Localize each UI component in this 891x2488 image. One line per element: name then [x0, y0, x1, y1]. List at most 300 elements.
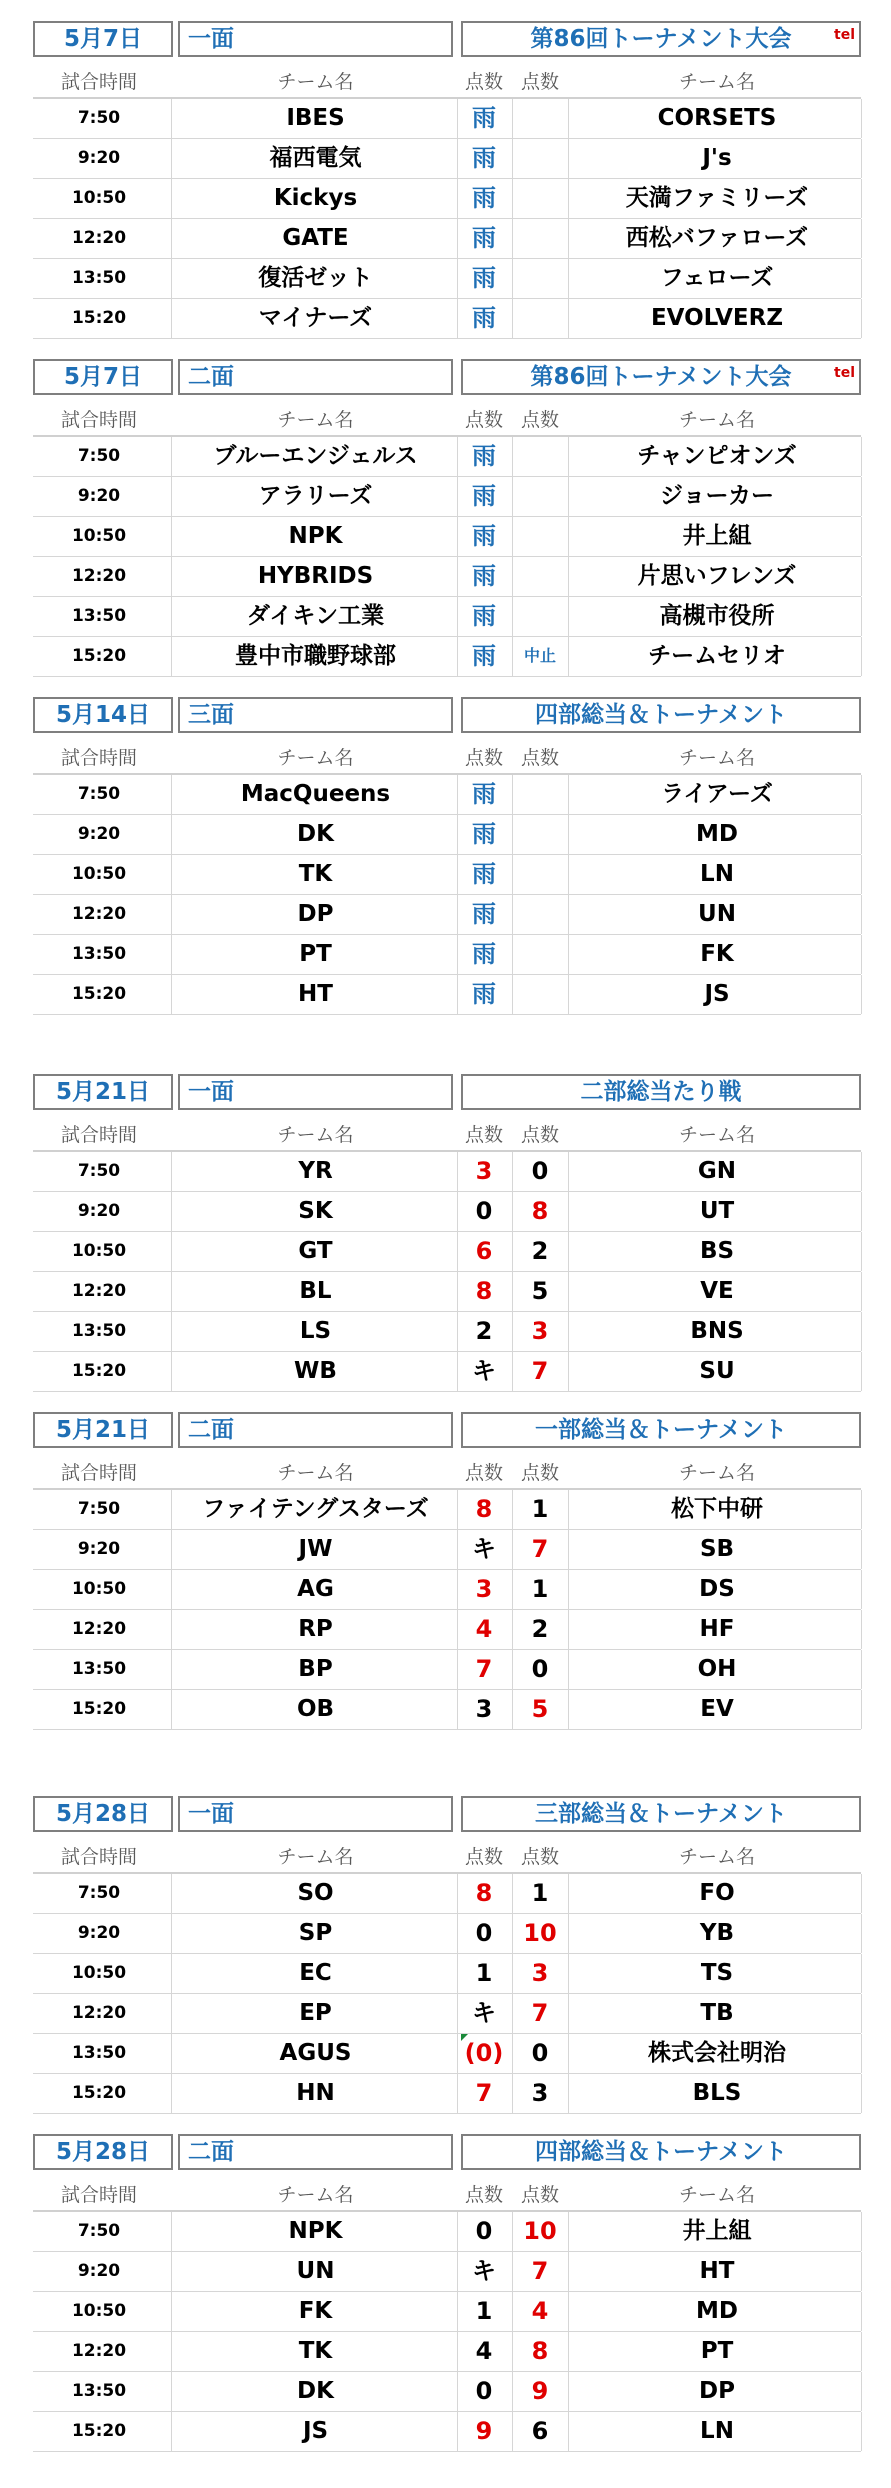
score-away: 5	[531, 1695, 549, 1723]
grid-line	[457, 775, 458, 814]
game-row	[33, 259, 861, 299]
game-row	[33, 299, 861, 339]
game-row	[33, 179, 861, 219]
grid-line	[171, 2074, 172, 2113]
section-title	[461, 697, 861, 733]
grid-line	[457, 2034, 458, 2073]
header-team-home: チーム名	[277, 71, 354, 93]
score-home: 0	[475, 2377, 493, 2405]
team-home: PT	[299, 941, 332, 967]
grid-line	[171, 1874, 172, 1913]
score-home: キ	[472, 1357, 496, 1385]
game-row	[33, 1874, 861, 1914]
grid-line	[457, 935, 458, 974]
column-headers	[33, 1836, 861, 1872]
grid-line	[568, 1232, 569, 1271]
grid-line	[512, 517, 513, 556]
score-away	[517, 259, 563, 297]
grid-line	[568, 935, 569, 974]
grid-line	[861, 975, 862, 1014]
grid-line	[512, 895, 513, 934]
schedule-section	[33, 1412, 861, 1730]
grid-line	[568, 1650, 569, 1689]
team-away: BNS	[690, 1318, 744, 1344]
section-court: 一面	[178, 1074, 453, 1110]
grid-line	[512, 557, 513, 596]
section-header	[33, 697, 861, 737]
game-row	[33, 935, 861, 975]
grid-line	[457, 1954, 458, 1993]
tel-link[interactable]: tel	[834, 27, 855, 43]
grid-line	[861, 815, 862, 854]
score-away	[517, 935, 563, 973]
grid-line	[171, 1530, 172, 1569]
grid-line	[457, 975, 458, 1014]
game-row	[33, 477, 861, 517]
score-home: キ	[472, 1999, 496, 2027]
score-home: 4	[475, 1615, 493, 1643]
grid-line	[457, 815, 458, 854]
game-row	[33, 2412, 861, 2452]
grid-line	[512, 1570, 513, 1609]
header-score-away: 点数	[520, 71, 559, 93]
grid-line	[861, 1152, 862, 1191]
score-away: 5	[531, 1277, 549, 1305]
score-home: 雨	[472, 104, 496, 132]
grid-line	[568, 815, 569, 854]
grid-line	[568, 2292, 569, 2331]
grid-line	[568, 1914, 569, 1953]
section-court: 二面	[178, 1412, 453, 1448]
grid-line	[861, 299, 862, 338]
grid-line	[457, 517, 458, 556]
team-away: EVOLVERZ	[650, 305, 784, 331]
grid-line	[171, 935, 172, 974]
grid-line	[861, 1490, 862, 1529]
section-header	[33, 359, 861, 399]
score-away: 0	[531, 1655, 549, 1683]
team-home: NPK	[288, 2218, 343, 2244]
grid-line	[861, 2332, 862, 2371]
grid-line	[568, 1570, 569, 1609]
game-row	[33, 219, 861, 259]
grid-line	[171, 219, 172, 258]
score-away: 8	[531, 2337, 549, 2365]
team-away: SB	[699, 1536, 735, 1562]
grid-line	[568, 1272, 569, 1311]
column-headers	[33, 1452, 861, 1488]
column-headers	[33, 737, 861, 773]
grid-line	[457, 1352, 458, 1391]
grid-line	[512, 637, 513, 676]
team-away: DP	[699, 2378, 735, 2404]
team-home: TK	[298, 2338, 333, 2364]
game-time: 12:20	[71, 2003, 127, 2023]
grid-line	[457, 2372, 458, 2411]
score-away	[517, 99, 563, 137]
game-row	[33, 517, 861, 557]
score-away: 4	[531, 2297, 549, 2325]
score-home: 雨	[472, 184, 496, 212]
score-home: 0	[475, 1919, 493, 1947]
grid-line	[171, 299, 172, 338]
game-row	[33, 1530, 861, 1570]
column-headers	[33, 61, 861, 97]
score-home: 3	[475, 1695, 493, 1723]
team-away: フェローズ	[660, 265, 774, 291]
grid-line	[171, 2252, 172, 2291]
game-time: 9:20	[77, 2261, 121, 2281]
team-home: Kickys	[273, 185, 358, 211]
game-time: 9:20	[77, 1201, 121, 1221]
grid-line	[512, 2372, 513, 2411]
schedule-section	[33, 21, 861, 339]
team-away: TB	[700, 2000, 734, 2026]
section-title	[461, 1412, 861, 1448]
score-away	[517, 775, 563, 813]
score-away: 1	[531, 1495, 549, 1523]
game-row	[33, 2372, 861, 2412]
team-home: AGUS	[279, 2040, 352, 2066]
grid-line	[512, 1914, 513, 1953]
team-away: 天満ファミリーズ	[625, 185, 809, 211]
grid-line	[861, 557, 862, 596]
header-time: 試合時間	[60, 1846, 137, 1868]
score-away: 9	[531, 2377, 549, 2405]
grid-line	[171, 1312, 172, 1351]
header-score-away: 点数	[520, 1124, 559, 1146]
team-away: TS	[700, 1960, 734, 1986]
team-home: UN	[296, 2258, 335, 2284]
team-home: MacQueens	[240, 781, 391, 807]
grid-line	[457, 1570, 458, 1609]
score-away: 1	[531, 1575, 549, 1603]
grid-line	[568, 2074, 569, 2113]
tournament-name: 四部総当＆トーナメント	[534, 702, 788, 728]
team-home: GT	[298, 1238, 333, 1264]
team-away: HT	[699, 2258, 735, 2284]
grid-line	[861, 99, 862, 138]
grid-line	[861, 637, 862, 676]
game-row	[33, 1610, 861, 1650]
grid-line	[512, 815, 513, 854]
grid-line	[171, 1954, 172, 1993]
team-home: ブルーエンジェルス	[213, 443, 418, 469]
grid-line	[512, 477, 513, 516]
header-team-away: チーム名	[678, 1462, 755, 1484]
grid-line	[171, 2212, 172, 2251]
header-team-home: チーム名	[277, 1846, 354, 1868]
grid-line	[861, 1650, 862, 1689]
team-away: GN	[697, 1158, 737, 1184]
grid-line	[568, 1954, 569, 1993]
grid-line	[568, 1352, 569, 1391]
score-away: 0	[531, 1157, 549, 1185]
grid-line	[568, 1192, 569, 1231]
grid-line	[512, 437, 513, 476]
grid-line	[568, 2034, 569, 2073]
team-home: FK	[298, 2298, 333, 2324]
grid-line	[512, 2034, 513, 2073]
team-home: BL	[299, 1278, 332, 1304]
game-time: 12:20	[71, 566, 127, 586]
score-away: 7	[531, 2257, 549, 2285]
game-row	[33, 2074, 861, 2114]
grid-line	[457, 1530, 458, 1569]
grid-line	[861, 895, 862, 934]
header-time: 試合時間	[60, 71, 137, 93]
game-row	[33, 1152, 861, 1192]
grid-line	[861, 1232, 862, 1271]
team-home: HN	[296, 2080, 335, 2106]
team-away: FO	[699, 1880, 735, 1906]
team-home: OB	[296, 1696, 335, 1722]
section-court: 二面	[178, 359, 453, 395]
grid-line	[861, 1312, 862, 1351]
section-title	[461, 1796, 861, 1832]
score-home: 1	[475, 2297, 493, 2325]
score-home: 雨	[472, 642, 496, 670]
grid-line	[568, 1312, 569, 1351]
grid-line	[171, 2332, 172, 2371]
team-away: VE	[700, 1278, 734, 1304]
score-home: 1	[475, 1959, 493, 1987]
score-home: 雨	[472, 900, 496, 928]
team-home: SK	[298, 1198, 333, 1224]
score-home: 雨	[472, 144, 496, 172]
grid-line	[171, 1272, 172, 1311]
grid-line	[512, 1994, 513, 2033]
game-time: 10:50	[71, 1963, 127, 1983]
games-table	[33, 1150, 861, 1392]
grid-line	[568, 1490, 569, 1529]
section-date: 5月14日	[33, 697, 173, 733]
grid-line	[512, 775, 513, 814]
grid-line	[861, 219, 862, 258]
score-away	[517, 557, 563, 595]
team-home: RP	[298, 1616, 333, 1642]
games-table	[33, 1872, 861, 2114]
team-away: EV	[700, 1696, 734, 1722]
team-home: AG	[297, 1576, 334, 1602]
grid-line	[861, 517, 862, 556]
grid-line	[568, 2252, 569, 2291]
grid-line	[512, 1232, 513, 1271]
grid-line	[861, 1570, 862, 1609]
header-score-away: 点数	[520, 409, 559, 431]
game-row	[33, 437, 861, 477]
grid-line	[568, 1530, 569, 1569]
grid-line	[512, 935, 513, 974]
grid-line	[457, 259, 458, 298]
score-home: 4	[475, 2337, 493, 2365]
team-home: BP	[298, 1656, 333, 1682]
grid-line	[457, 557, 458, 596]
score-away	[517, 299, 563, 337]
score-home: 雨	[472, 482, 496, 510]
grid-line	[861, 2252, 862, 2291]
game-time: 10:50	[71, 864, 127, 884]
game-row	[33, 597, 861, 637]
game-row	[33, 775, 861, 815]
column-headers	[33, 2174, 861, 2210]
grid-line	[457, 597, 458, 636]
game-row	[33, 1914, 861, 1954]
grid-line	[457, 2074, 458, 2113]
game-time: 10:50	[71, 188, 127, 208]
grid-line	[457, 1232, 458, 1271]
score-away	[517, 597, 563, 635]
grid-line	[512, 2252, 513, 2291]
grid-line	[568, 299, 569, 338]
games-table	[33, 97, 861, 339]
game-row	[33, 1954, 861, 1994]
game-time: 15:20	[71, 2421, 127, 2441]
grid-line	[171, 637, 172, 676]
grid-line	[568, 895, 569, 934]
team-away: YB	[699, 1920, 735, 1946]
grid-line	[861, 139, 862, 178]
game-time: 9:20	[77, 1923, 121, 1943]
team-home: HT	[298, 981, 333, 1007]
game-row	[33, 2034, 861, 2074]
grid-line	[171, 975, 172, 1014]
score-home: 8	[475, 1879, 493, 1907]
team-away: FK	[700, 941, 734, 967]
game-time: 10:50	[71, 1241, 127, 1261]
game-time: 13:50	[71, 2043, 127, 2063]
section-header	[33, 1074, 861, 1114]
team-away: JS	[704, 981, 730, 1007]
team-home: 豊中市職野球部	[235, 643, 396, 669]
game-time: 7:50	[77, 2221, 121, 2241]
game-time: 12:20	[71, 1619, 127, 1639]
grid-line	[568, 1152, 569, 1191]
grid-line	[861, 2034, 862, 2073]
team-away: SU	[699, 1358, 735, 1384]
grid-line	[568, 259, 569, 298]
section-court: 二面	[178, 2134, 453, 2170]
grid-line	[861, 2412, 862, 2451]
header-team-away: チーム名	[678, 2184, 755, 2206]
grid-line	[171, 1690, 172, 1729]
team-away: BS	[699, 1238, 735, 1264]
section-date: 5月21日	[33, 1412, 173, 1448]
header-score-home: 点数	[464, 1846, 503, 1868]
score-home: 2	[475, 1317, 493, 1345]
grid-line	[457, 477, 458, 516]
grid-line	[457, 637, 458, 676]
game-row	[33, 1192, 861, 1232]
score-home: 雨	[472, 522, 496, 550]
grid-line	[568, 1610, 569, 1649]
grid-line	[568, 557, 569, 596]
team-away: DS	[699, 1576, 735, 1602]
section-header	[33, 2134, 861, 2174]
grid-line	[861, 2292, 862, 2331]
grid-line	[457, 2332, 458, 2371]
header-time: 試合時間	[60, 1124, 137, 1146]
grid-line	[512, 1610, 513, 1649]
grid-line	[171, 1650, 172, 1689]
team-away: MD	[696, 2298, 738, 2324]
game-row	[33, 637, 861, 677]
grid-line	[861, 935, 862, 974]
game-row	[33, 1994, 861, 2034]
game-time: 15:20	[71, 308, 127, 328]
header-team-away: チーム名	[678, 1846, 755, 1868]
grid-line	[171, 259, 172, 298]
game-row	[33, 1690, 861, 1730]
header-score-home: 点数	[464, 1124, 503, 1146]
team-away: 松下中研	[671, 1496, 763, 1522]
game-time: 13:50	[71, 1659, 127, 1679]
team-away: 株式会社明治	[648, 2040, 786, 2066]
score-away: 7	[531, 1357, 549, 1385]
grid-line	[171, 855, 172, 894]
grid-line	[512, 2074, 513, 2113]
header-score-away: 点数	[520, 1462, 559, 1484]
game-row	[33, 99, 861, 139]
grid-line	[568, 477, 569, 516]
grid-line	[568, 855, 569, 894]
section-date: 5月28日	[33, 1796, 173, 1832]
column-headers	[33, 399, 861, 435]
tournament-name: 三部総当＆トーナメント	[534, 1801, 788, 1827]
tel-link[interactable]: tel	[834, 365, 855, 381]
team-home: TK	[298, 861, 333, 887]
team-home: EC	[299, 1960, 332, 1986]
grid-line	[171, 815, 172, 854]
grid-line	[568, 517, 569, 556]
grid-line	[171, 2372, 172, 2411]
schedule-section	[33, 2134, 861, 2452]
game-time: 10:50	[71, 2301, 127, 2321]
section-header	[33, 1412, 861, 1452]
grid-line	[512, 855, 513, 894]
grid-line	[512, 597, 513, 636]
games-table	[33, 2210, 861, 2452]
team-home: JS	[302, 2418, 329, 2444]
grid-line	[457, 139, 458, 178]
team-away: LN	[700, 861, 734, 887]
score-home: キ	[472, 1535, 496, 1563]
grid-line	[171, 597, 172, 636]
grid-line	[457, 437, 458, 476]
game-row	[33, 2252, 861, 2292]
grid-line	[512, 1312, 513, 1351]
grid-line	[568, 99, 569, 138]
grid-line	[171, 1352, 172, 1391]
team-away: ジョーカー	[659, 483, 775, 509]
header-score-home: 点数	[464, 747, 503, 769]
grid-line	[512, 1650, 513, 1689]
section-title	[461, 21, 861, 57]
grid-line	[861, 855, 862, 894]
grid-line	[171, 1232, 172, 1271]
team-away: チャンピオンズ	[637, 443, 797, 469]
score-home: 7	[475, 1655, 493, 1683]
game-time: 9:20	[77, 1539, 121, 1559]
tournament-name: 第86回トーナメント大会	[530, 364, 792, 390]
grid-line	[861, 1272, 862, 1311]
grid-line	[568, 775, 569, 814]
section-title	[461, 2134, 861, 2170]
score-away	[517, 815, 563, 853]
team-away: LN	[700, 2418, 734, 2444]
score-home: 雨	[472, 264, 496, 292]
score-away: 中止	[523, 646, 556, 665]
